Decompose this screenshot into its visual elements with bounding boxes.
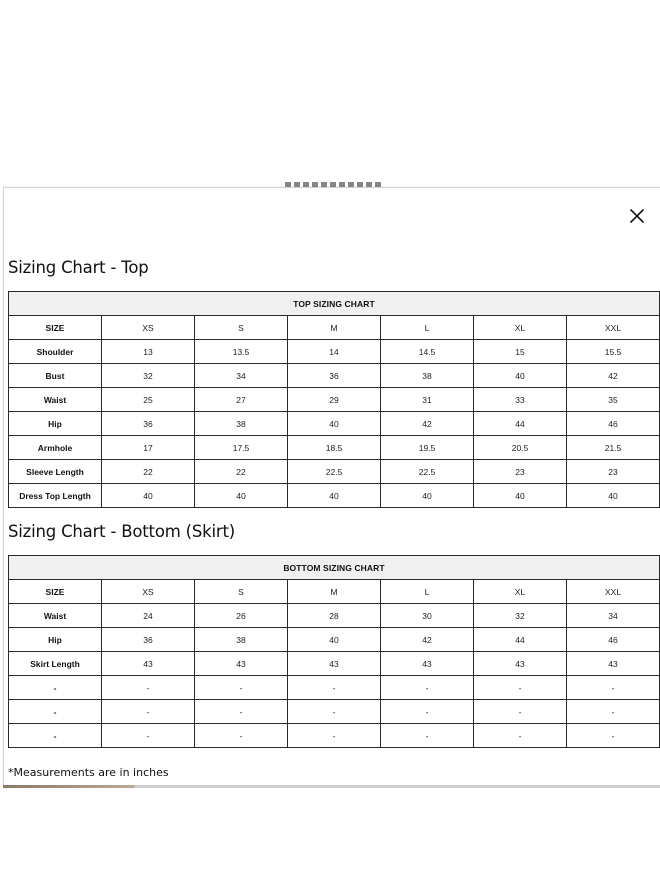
bottom-table-caption: BOTTOM SIZING CHART: [9, 556, 660, 580]
measurement-value: 42: [567, 364, 660, 388]
measurement-value: -: [102, 700, 195, 724]
table-row: [9, 340, 660, 364]
measurement-value: 42: [381, 412, 474, 436]
measurement-value: 38: [195, 412, 288, 436]
measurement-value: 22.5: [381, 460, 474, 484]
measurement-value: 35: [567, 388, 660, 412]
size-column-header: S: [195, 580, 288, 604]
measurement-value: 43: [288, 652, 381, 676]
measurement-label: Sleeve Length: [9, 460, 102, 484]
table-row: [9, 460, 660, 484]
measurement-value: 22: [102, 460, 195, 484]
table-row: [9, 652, 660, 676]
measurement-value: 44: [474, 412, 567, 436]
bottom-sizing-table: [8, 555, 660, 748]
measurement-value: 43: [567, 652, 660, 676]
measurement-value: -: [288, 676, 381, 700]
measurement-value: 30: [381, 604, 474, 628]
measurement-value: -: [102, 676, 195, 700]
size-column-header: XXL: [567, 580, 660, 604]
measurement-value: -: [102, 724, 195, 748]
measurement-value: -: [567, 700, 660, 724]
sizing-chart-modal: [3, 187, 660, 787]
measurement-value: 21.5: [567, 436, 660, 460]
measurement-value: 32: [474, 604, 567, 628]
measurement-value: 26: [195, 604, 288, 628]
measurement-value: -: [474, 724, 567, 748]
table-row: [9, 700, 660, 724]
measurement-label: Waist: [9, 604, 102, 628]
measurement-value: 31: [381, 388, 474, 412]
measurement-value: 17: [102, 436, 195, 460]
close-button[interactable]: [626, 205, 648, 227]
measurement-value: 20.5: [474, 436, 567, 460]
table-row: [9, 364, 660, 388]
size-column-header: XL: [474, 580, 567, 604]
measurement-value: 17.5: [195, 436, 288, 460]
measurement-value: 40: [474, 484, 567, 508]
measurement-label: Armhole: [9, 436, 102, 460]
measurement-value: -: [474, 700, 567, 724]
size-header-label: SIZE: [9, 580, 102, 604]
measurement-value: 40: [195, 484, 288, 508]
size-column-header: XL: [474, 316, 567, 340]
measurement-label: Shoulder: [9, 340, 102, 364]
top-chart-title: Sizing Chart - Top: [8, 258, 149, 277]
table-caption-row: [9, 292, 660, 316]
measurement-value: 40: [474, 364, 567, 388]
table-row: [9, 388, 660, 412]
measurement-value: 22: [195, 460, 288, 484]
measurement-value: 38: [381, 364, 474, 388]
size-header-row: [9, 316, 660, 340]
measurement-value: -: [288, 700, 381, 724]
measurement-value: 43: [381, 652, 474, 676]
measurement-value: 25: [102, 388, 195, 412]
measurement-label: -: [9, 676, 102, 700]
measurement-value: 46: [567, 628, 660, 652]
measurement-value: -: [288, 724, 381, 748]
measurement-label: Waist: [9, 388, 102, 412]
measurement-value: 44: [474, 628, 567, 652]
table-caption-row: [9, 556, 660, 580]
measurement-value: -: [195, 700, 288, 724]
measurement-value: 36: [288, 364, 381, 388]
measurement-value: 15: [474, 340, 567, 364]
measurement-value: 43: [474, 652, 567, 676]
table-row: [9, 436, 660, 460]
measurement-value: -: [567, 724, 660, 748]
measurement-value: -: [195, 724, 288, 748]
size-column-header: L: [381, 316, 474, 340]
measurement-value: 42: [381, 628, 474, 652]
measurement-value: 22.5: [288, 460, 381, 484]
modal-bottom-edge: [3, 785, 660, 788]
size-column-header: S: [195, 316, 288, 340]
measurement-value: 40: [288, 412, 381, 436]
size-header-label: SIZE: [9, 316, 102, 340]
measurement-value: 18.5: [288, 436, 381, 460]
measurement-value: 40: [288, 484, 381, 508]
measurement-value: 23: [567, 460, 660, 484]
measurement-label: Hip: [9, 412, 102, 436]
measurement-value: 36: [102, 412, 195, 436]
measurement-value: -: [381, 676, 474, 700]
measurement-value: 19.5: [381, 436, 474, 460]
measurement-value: 23: [474, 460, 567, 484]
size-column-header: L: [381, 580, 474, 604]
bottom-chart-title: Sizing Chart - Bottom (Skirt): [8, 522, 235, 541]
measurement-value: 34: [195, 364, 288, 388]
measurement-value: 13.5: [195, 340, 288, 364]
measurement-value: 46: [567, 412, 660, 436]
measurement-value: 27: [195, 388, 288, 412]
measurement-label: Skirt Length: [9, 652, 102, 676]
table-row: [9, 484, 660, 508]
measurement-label: -: [9, 700, 102, 724]
measurements-footnote: *Measurements are in inches: [8, 766, 169, 779]
measurement-label: -: [9, 724, 102, 748]
measurement-value: -: [381, 724, 474, 748]
measurement-value: 40: [381, 484, 474, 508]
measurement-value: 29: [288, 388, 381, 412]
top-table-caption: TOP SIZING CHART: [9, 292, 660, 316]
table-row: [9, 412, 660, 436]
measurement-value: 43: [195, 652, 288, 676]
measurement-value: 15.5: [567, 340, 660, 364]
table-row: [9, 628, 660, 652]
measurement-value: -: [195, 676, 288, 700]
close-icon: [626, 205, 648, 227]
measurement-value: -: [474, 676, 567, 700]
measurement-value: -: [381, 700, 474, 724]
size-column-header: XS: [102, 580, 195, 604]
table-row: [9, 724, 660, 748]
measurement-label: Dress Top Length: [9, 484, 102, 508]
measurement-value: 34: [567, 604, 660, 628]
size-column-header: M: [288, 316, 381, 340]
measurement-value: 40: [567, 484, 660, 508]
table-row: [9, 676, 660, 700]
measurement-value: 24: [102, 604, 195, 628]
size-column-header: M: [288, 580, 381, 604]
table-row: [9, 604, 660, 628]
measurement-value: 43: [102, 652, 195, 676]
top-sizing-table: [8, 291, 660, 508]
measurement-value: 14: [288, 340, 381, 364]
measurement-value: 40: [102, 484, 195, 508]
measurement-label: Bust: [9, 364, 102, 388]
measurement-value: 38: [195, 628, 288, 652]
measurement-value: 14.5: [381, 340, 474, 364]
measurement-value: -: [567, 676, 660, 700]
size-column-header: XXL: [567, 316, 660, 340]
measurement-value: 32: [102, 364, 195, 388]
measurement-value: 28: [288, 604, 381, 628]
measurement-label: Hip: [9, 628, 102, 652]
size-header-row: [9, 580, 660, 604]
size-column-header: XS: [102, 316, 195, 340]
measurement-value: 13: [102, 340, 195, 364]
measurement-value: 40: [288, 628, 381, 652]
measurement-value: 33: [474, 388, 567, 412]
measurement-value: 36: [102, 628, 195, 652]
